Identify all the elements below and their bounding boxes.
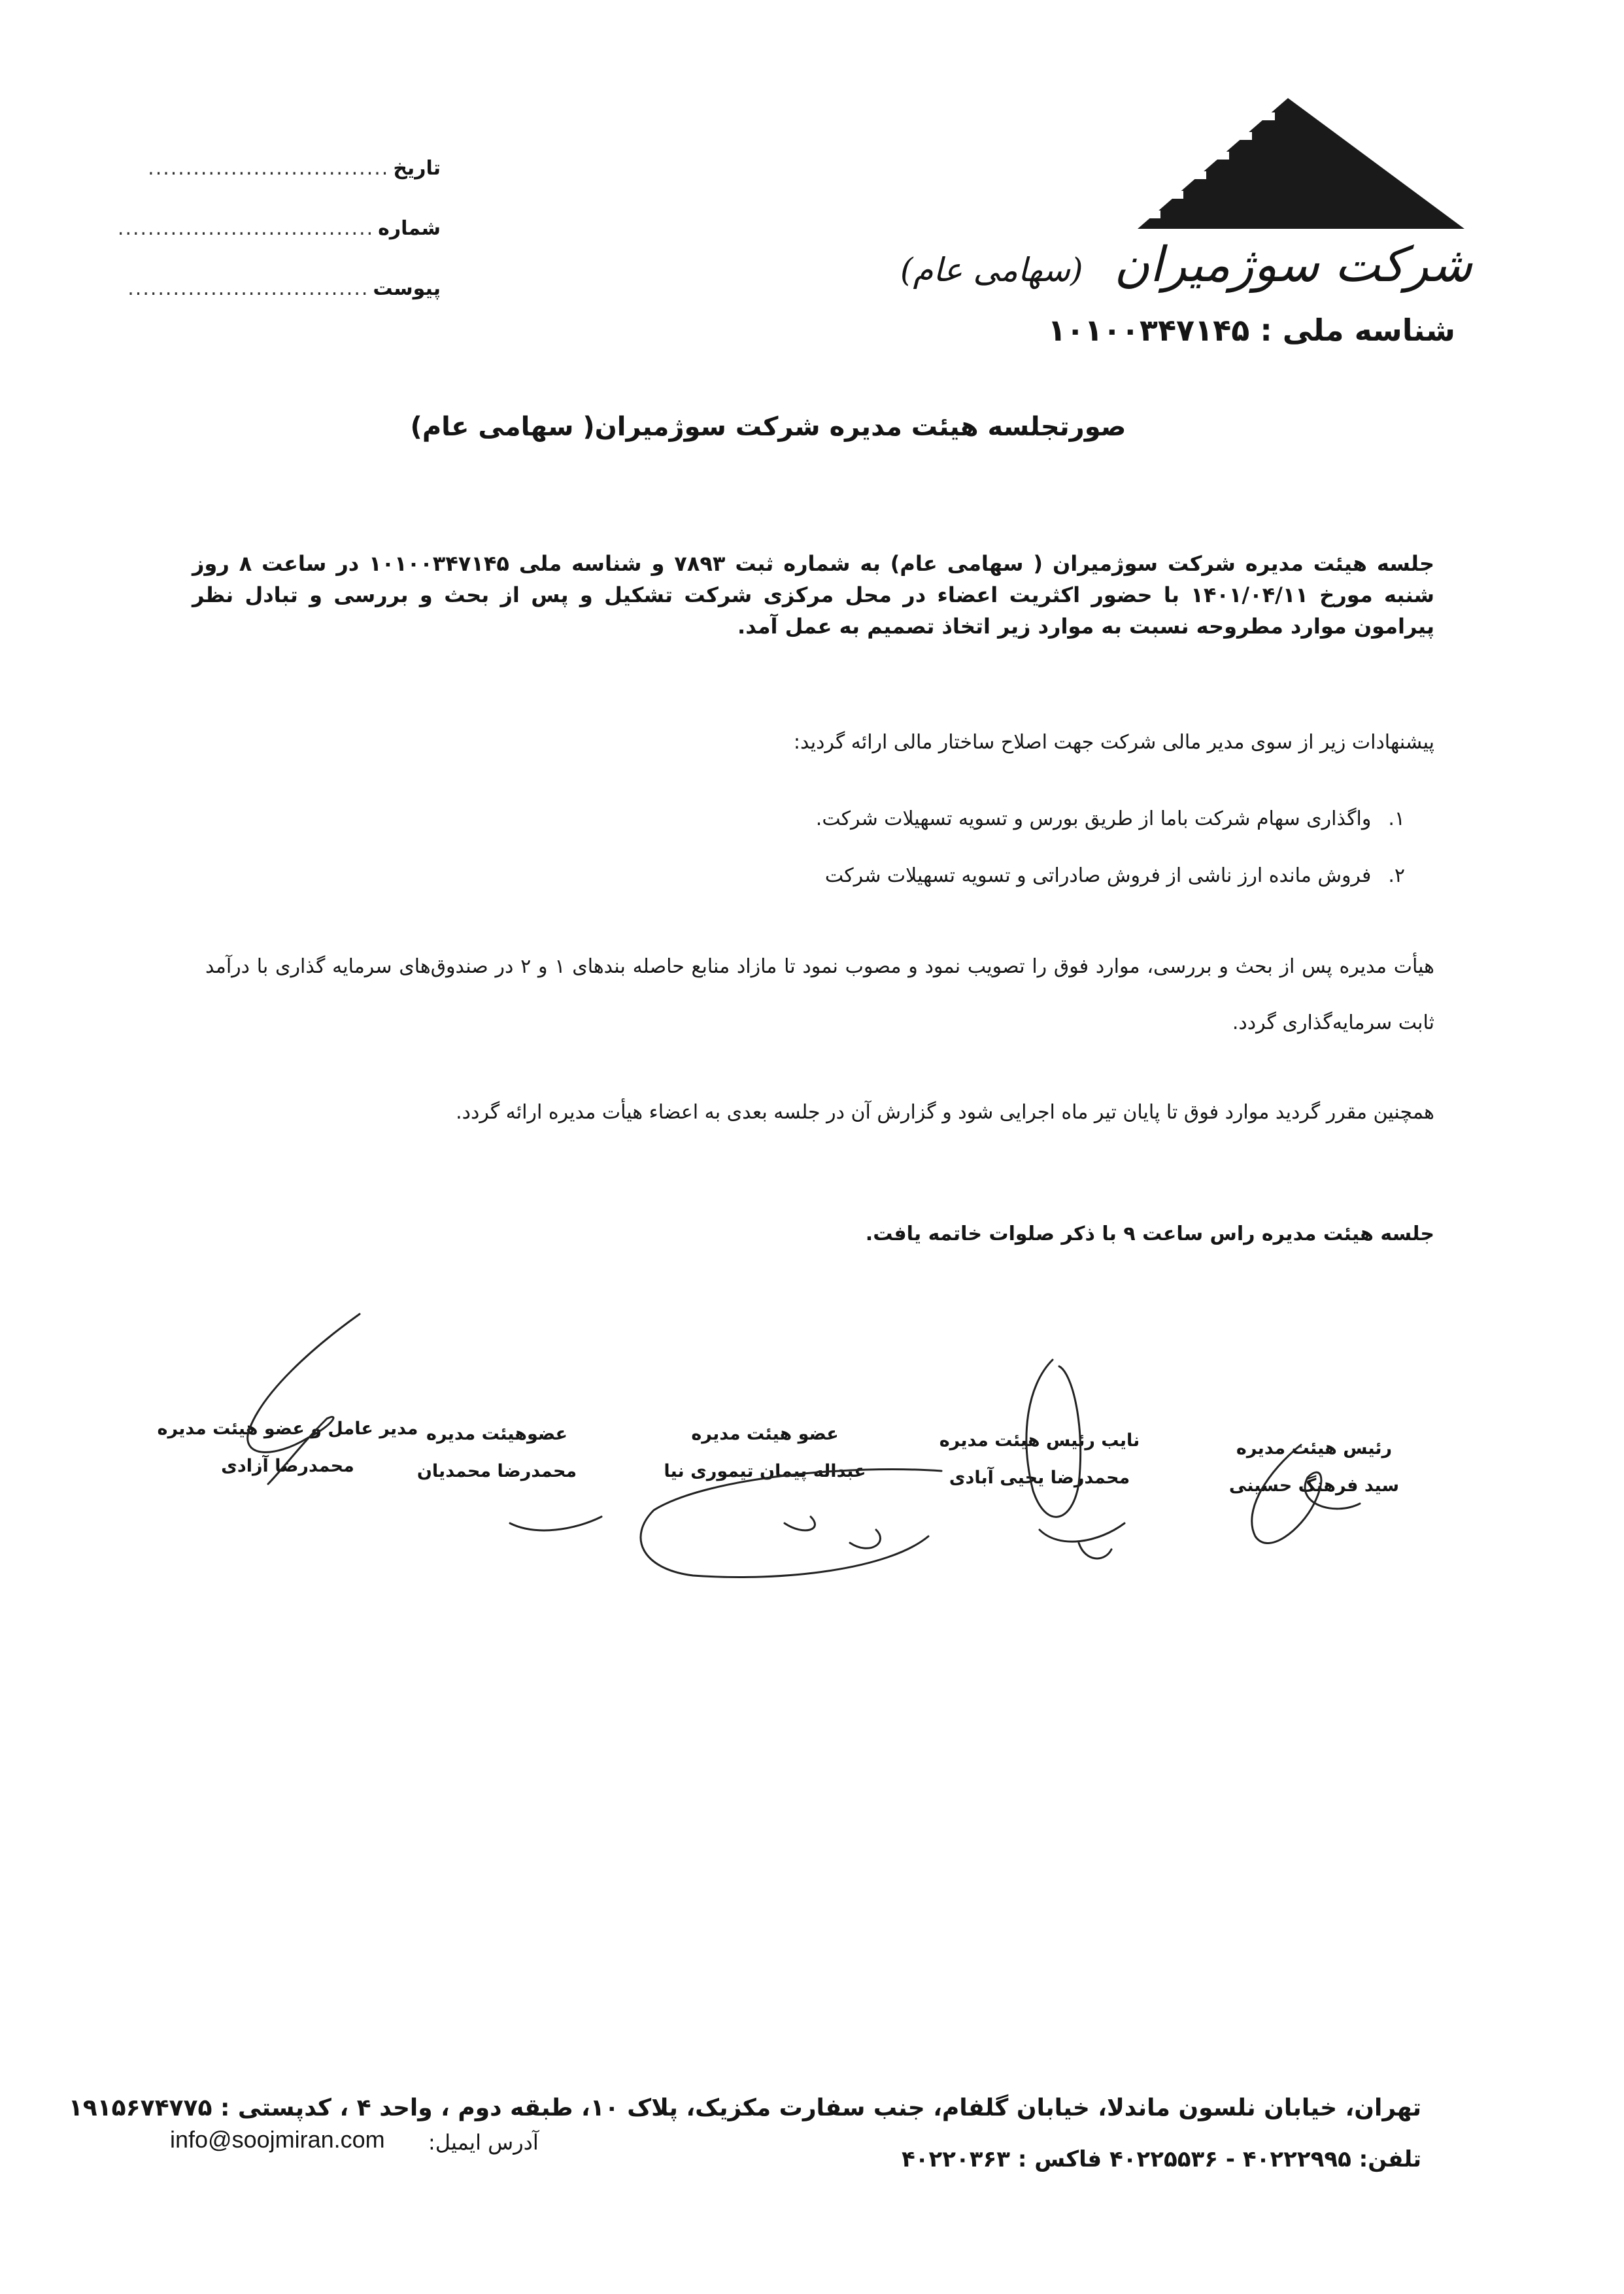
- signature-role: عضو هیئت مدیره: [691, 1424, 839, 1444]
- signature-name: عبداله پیمان تیموری نیا: [664, 1461, 866, 1481]
- followup-paragraph: همچنین مقرر گردید موارد فوق تا پایان تیر ماه اجرایی شود و گزارش آن در جلسه بعدی به اعضاء هیأت مدیره ارائه گردد.: [456, 1101, 1434, 1124]
- signature-role: مدیر عامل و عضو هیئت مدیره: [157, 1419, 418, 1439]
- signature-stroke-board-member: [510, 1517, 601, 1530]
- proposal-lead: پیشنهادات زیر از سوی مدیر مالی شرکت جهت اصلاح ساختار مالی ارائه گردید:: [793, 731, 1434, 754]
- company-type: (سهامی عام): [900, 251, 1083, 289]
- attachment-field: [127, 277, 441, 300]
- list-item-number: ۲.: [1388, 864, 1405, 887]
- intro-paragraph: جلسه هیئت مدیره شرکت سوژمیران ( سهامی عام) به شماره ثبت ۷۸۹۳ و شناسه ملی ۱۰۱۰۰۳۴۷۱۴۵ در ساعت ۸ روز شنبه مورخ ۱۴۰۱/۰۴/۱۱ با حضور اکثریت اعضاء در محل مرکزی شرکت تشکیل و پس از بحث و بررسی و تبادل نظر پیرامون موارد مطروحه نسبت به موارد زیر اتخاذ تصمیم به عمل آمد.: [192, 551, 1435, 639]
- list-item-text: واگذاری سهام شرکت باما از طریق بورس و تسویه تسهیلات شرکت.: [815, 807, 1372, 830]
- signature-name: محمدرضا محمدیان: [416, 1461, 577, 1481]
- closing-line: جلسه هیئت مدیره راس ساعت ۹ با ذکر صلوات خاتمه یافت.: [865, 1223, 1434, 1245]
- footer-address: تهران، خیابان نلسون ماندلا، خیابان گلفام، جنب سفارت مکزیک، پلاک ۱۰، طبقه دوم ، واحد ۴ ، کدپستی : ۱۹۱۵۶۷۴۷۷۵: [68, 2095, 1421, 2121]
- list-item-number: ۱.: [1388, 807, 1405, 830]
- list-item-text: فروش مانده ارز ناشی از فروش صادراتی و تسویه تسهیلات شرکت: [824, 864, 1372, 887]
- date-dots: ................................: [148, 157, 390, 180]
- number-label: شماره: [378, 217, 441, 240]
- signature-stroke-board-member: [641, 1470, 941, 1577]
- number-dots: ..................................: [117, 217, 375, 240]
- signature-board-member: [634, 1424, 896, 1481]
- signature-name: محمدرضا آزادی: [221, 1456, 354, 1476]
- company-logo: [1138, 98, 1478, 242]
- signature-role: عضوهیئت مدیره: [426, 1424, 567, 1444]
- attachment-label: پیوست: [373, 277, 441, 300]
- signature-role: نایب رئیس هیئت مدیره: [939, 1430, 1140, 1451]
- decision-paragraph: هیأت مدیره پس از بحث و بررسی، موارد فوق را تصویب نمود و مصوب نمود تا مازاد منابع حاصله بندهای ۱ و ۲ در صندوق‌های سرمایه گذاری با درآمد ثابت سرمایه‌گذاری گردد.: [205, 955, 1434, 1034]
- date-label: تاریخ: [393, 157, 441, 180]
- signature-vice-chairman: [909, 1430, 1170, 1488]
- signature-chairman: [1183, 1438, 1445, 1496]
- signature-name: سید فرهنگ حسینی: [1228, 1476, 1400, 1496]
- number-field: [118, 217, 441, 240]
- signature-role: رئیس هیئت مدیره: [1236, 1438, 1393, 1459]
- date-field: [148, 157, 441, 180]
- list-item: [816, 807, 1405, 830]
- signature-name: محمدرضا یحیی آبادی: [949, 1468, 1130, 1488]
- document-title: صورتجلسه هیئت مدیره شرکت سوژمیران( سهامی عام): [410, 412, 1126, 442]
- company-name-text: شرکت سوژمیران: [1114, 237, 1472, 293]
- footer-email: info@soojmiran.com: [170, 2126, 385, 2153]
- footer-email-label: آدرس ایمیل:: [428, 2130, 539, 2155]
- attachment-dots: ................................: [127, 277, 369, 300]
- signature-ceo: [137, 1419, 438, 1476]
- list-item: [825, 864, 1405, 887]
- national-id: شناسه ملی : ۱۰۱۰۰۳۴۷۱۴۵: [1047, 312, 1455, 348]
- company-name: [900, 237, 1472, 293]
- footer-phone: تلفن: ۴۰۲۲۲۹۹۵ - ۴۰۲۲۵۵۳۶ فاکس : ۴۰۲۲۰۳۶۳: [902, 2146, 1421, 2172]
